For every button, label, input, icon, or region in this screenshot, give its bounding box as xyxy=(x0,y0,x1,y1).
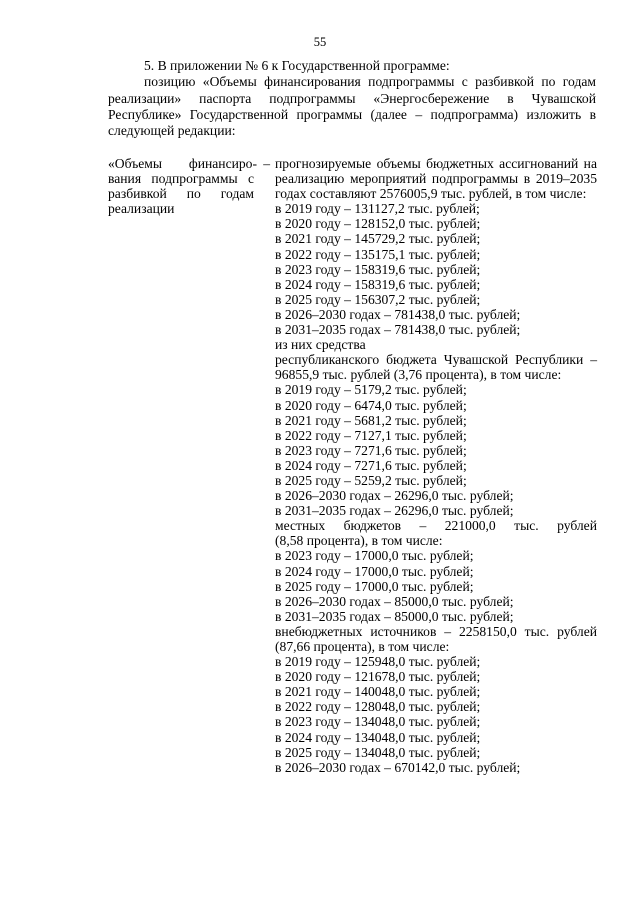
funding-year-line: в 2025 году – 134048,0 тыс. рублей; xyxy=(275,744,481,760)
funding-year-line: в 2019 году – 131127,2 тыс. рублей; xyxy=(275,201,480,217)
funding-year-line: в 2022 году – 128048,0 тыс. рублей; xyxy=(275,699,481,715)
extra-years-list xyxy=(275,654,597,775)
position-label-line: вания подпрограммы с xyxy=(108,171,254,187)
funding-year-line: в 2024 году – 134048,0 тыс. рублей; xyxy=(275,729,481,745)
funding-year-line: в 2026–2030 годах – 781438,0 тыс. рублей; xyxy=(275,306,521,322)
position-label-first-line xyxy=(108,156,270,171)
intro-section xyxy=(108,58,596,139)
funding-year-line: в 2020 году – 121678,0 тыс. рублей; xyxy=(275,669,481,685)
funding-year-line: в 2021 году – 140048,0 тыс. рублей; xyxy=(275,684,481,700)
funding-year-line: в 2021 году – 145729,2 тыс. рублей; xyxy=(275,231,481,247)
position-value xyxy=(275,156,597,775)
funding-year-line: в 2025 году – 5259,2 тыс. рублей; xyxy=(275,472,467,488)
position-label-line: реализации xyxy=(108,201,175,217)
position-label xyxy=(108,156,270,216)
funding-year-line: в 2031–2035 годах – 85000,0 тыс. рублей; xyxy=(275,608,514,624)
funding-year-line: в 2023 году – 17000,0 тыс. рублей; xyxy=(275,548,474,564)
total-years-list xyxy=(275,201,597,337)
funding-year-line: в 2020 году – 6474,0 тыс. рублей; xyxy=(275,397,467,413)
funding-year-line: в 2023 году – 158319,6 тыс. рублей; xyxy=(275,261,481,277)
position-label-line: разбивкой по годам xyxy=(108,186,254,202)
funding-year-line: в 2025 году – 17000,0 тыс. рублей; xyxy=(275,578,474,594)
funding-year-line: в 2024 году – 158319,6 тыс. рублей; xyxy=(275,276,481,292)
funding-year-line: в 2023 году – 7271,6 тыс. рублей; xyxy=(275,442,467,458)
local-budget-text: местных бюджетов – 221000,0 тыс. рублей xyxy=(275,518,597,534)
intro-paragraph: позицию «Объемы финансирования подпрограммы с разбивкой по годам реализации» паспорта подпрограммы «Энергосбережение в Чувашской Республике» Государственной программы (далее – подпрограмма) изложить в следующей редакции: xyxy=(108,74,596,139)
funding-year-line: в 2031–2035 годах – 781438,0 тыс. рублей; xyxy=(275,322,521,338)
page-number: 55 xyxy=(313,35,327,49)
funding-year-line: в 2022 году – 7127,1 тыс. рублей; xyxy=(275,427,467,443)
funding-year-line: в 2019 году – 125948,0 тыс. рублей; xyxy=(275,654,481,670)
republic-years-list xyxy=(275,382,597,518)
extra-budget-text: внебюджетных источников – 2258150,0 тыс. рублей xyxy=(275,623,597,639)
funding-year-line: в 2021 году – 5681,2 тыс. рублей; xyxy=(275,412,467,428)
funding-year-line: в 2019 году – 5179,2 тыс. рублей; xyxy=(275,382,467,398)
funding-year-line: в 2022 году – 135175,1 тыс. рублей; xyxy=(275,246,481,262)
republic-budget-text: республиканского бюджета Чувашской Республики – 96855,9 тыс. рублей (3,76 процента), в том числе: xyxy=(275,352,597,383)
intro-heading: 5. В приложении № 6 к Государственной программе: xyxy=(144,58,450,73)
funding-year-line: в 2020 году – 128152,0 тыс. рублей; xyxy=(275,216,481,232)
local-years-list xyxy=(275,548,597,623)
local-budget-percent: (8,58 процента), в том числе: xyxy=(275,533,443,549)
funding-year-line: в 2026–2030 годах – 26296,0 тыс. рублей; xyxy=(275,488,514,504)
funding-year-line: в 2024 году – 17000,0 тыс. рублей; xyxy=(275,563,474,579)
position-label-dash: – xyxy=(263,156,270,171)
funding-year-line: в 2026–2030 годах – 670142,0 тыс. рублей; xyxy=(275,759,521,775)
position-label-line: «Объемы финансиро- xyxy=(108,156,257,171)
funding-year-line: в 2023 году – 134048,0 тыс. рублей; xyxy=(275,714,481,730)
total-funding-text: прогнозируемые объемы бюджетных ассигнований на реализацию мероприятий подпрограммы в 2019–2035 годах составляют 2576005,9 тыс. рублей, в том числе: xyxy=(275,156,597,202)
extra-budget-percent: (87,66 процента), в том числе: xyxy=(275,639,450,654)
sources-heading: из них средства xyxy=(275,337,366,353)
funding-year-line: в 2025 году – 156307,2 тыс. рублей; xyxy=(275,291,481,307)
funding-year-line: в 2031–2035 годах – 26296,0 тыс. рублей; xyxy=(275,503,514,519)
funding-year-line: в 2024 году – 7271,6 тыс. рублей; xyxy=(275,457,467,473)
funding-year-line: в 2026–2030 годах – 85000,0 тыс. рублей; xyxy=(275,593,514,609)
